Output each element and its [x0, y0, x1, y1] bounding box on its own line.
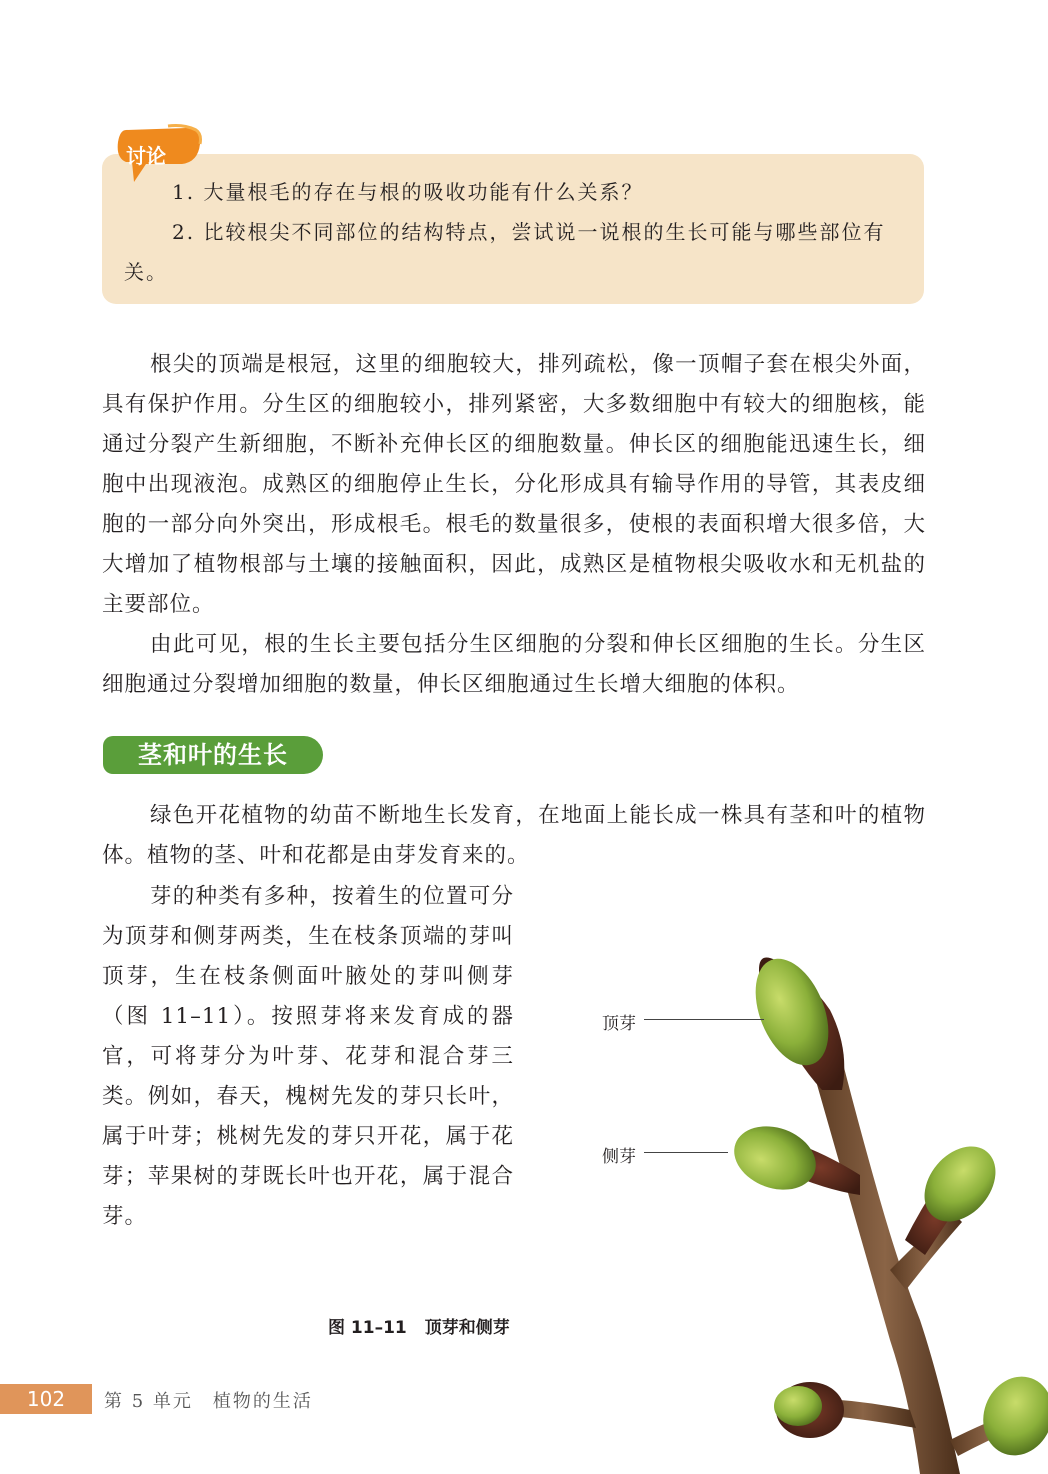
- page-number: 102: [26, 1387, 66, 1411]
- footer-unit-title: 第 5 单元 植物的生活: [104, 1391, 313, 1412]
- figure-number: 图 11–11: [328, 1318, 407, 1338]
- discussion-box: [102, 154, 924, 304]
- page-number-badge: [0, 1384, 92, 1414]
- section-header: [103, 736, 323, 774]
- discussion-question-1: 1. 大量根毛的存在与根的吸收功能有什么关系？: [172, 180, 644, 204]
- paragraph-root-tip: 根尖的顶端是根冠，这里的细胞较大，排列疏松，像一顶帽子套在根尖外面，具有保护作用。分生区的细胞较小，排列紧密，大多数细胞中有较大的细胞核，能通过分裂产生新细胞，不断补充伸长区的细胞数量。伸长区的细胞能迅速生长，细胞中出现液泡。成熟区的细胞停止生长，分化形成具有输导作用的导管，其表皮细胞的一部分向外突出，形成根毛。根毛的数量很多，使根的表面积增大很多倍，大大增加了植物根部与土壤的接触面积，因此，成熟区是植物根尖吸收水和无机盐的主要部位。: [102, 352, 926, 617]
- paragraph-seedling: 绿色开花植物的幼苗不断地生长发育，在地面上能长成一株具有茎和叶的植物体。植物的茎、叶和花都是由芽发育来的。: [102, 803, 926, 868]
- figure-caption-text: 顶芽和侧芽: [424, 1318, 510, 1338]
- discussion-badge: 讨论: [126, 144, 166, 168]
- discussion-question-2: 2. 比较根尖不同部位的结构特点，尝试说一说根的生长可能与哪些部位有关。: [124, 220, 886, 284]
- paragraph-root-growth: 由此可见，根的生长主要包括分生区细胞的分裂和伸长区细胞的生长。分生区细胞通过分裂增加细胞的数量，伸长区细胞通过生长增大细胞的体积。: [102, 632, 926, 697]
- terminal-bud-leader-line: [644, 1019, 764, 1020]
- label-lateral-bud: 侧芽: [602, 1147, 636, 1167]
- label-terminal-bud: 顶芽: [602, 1014, 636, 1034]
- lateral-bud-leader-line: [644, 1152, 728, 1153]
- paragraph-bud-types: 芽的种类有多种，按着生的位置可分为顶芽和侧芽两类，生在枝条顶端的芽叫顶芽，生在枝条侧面叶腋处的芽叫侧芽（图 11–11）。按照芽将来发育成的器官，可将芽分为叶芽、花芽和混合芽三类。例如，春天，槐树先发的芽只长叶，属于叶芽；桃树先发的芽只开花，属于花芽；苹果树的芽既长叶也开花，属于混合芽。: [102, 884, 514, 1229]
- figure-caption: [328, 1313, 510, 1338]
- section-title: 茎和叶的生长: [138, 741, 288, 769]
